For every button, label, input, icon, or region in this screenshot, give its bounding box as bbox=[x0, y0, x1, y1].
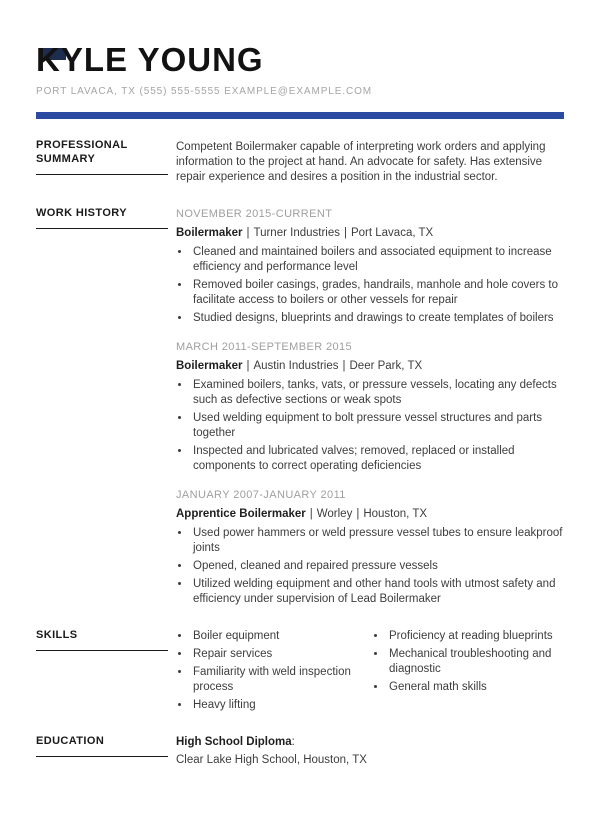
skills-column-2 bbox=[372, 629, 564, 713]
job-bullet: • Opened, cleaned and repaired pressure vessels bbox=[191, 559, 564, 574]
job-dates: MARCH 2011-SEPTEMBER 2015 bbox=[176, 341, 353, 354]
section-label-underline bbox=[36, 139, 168, 175]
skill-item: • General math skills bbox=[387, 680, 564, 695]
accent-divider-bar bbox=[36, 112, 564, 119]
section-work-history bbox=[36, 207, 564, 607]
job-location: Houston, TX bbox=[363, 508, 428, 521]
separator: | bbox=[309, 508, 313, 521]
skill-item: • Familiarity with weld inspection process bbox=[191, 665, 372, 695]
job-company: Austin Industries bbox=[253, 360, 339, 373]
job-bullet-list bbox=[176, 378, 564, 474]
resume-page bbox=[0, 42, 600, 768]
resume-name: KYLE YOUNG bbox=[36, 41, 264, 78]
job-title: Apprentice Boilermaker bbox=[176, 508, 306, 521]
separator: | bbox=[356, 508, 360, 521]
separator: | bbox=[246, 360, 250, 373]
section-label-underline bbox=[36, 207, 168, 229]
colon: : bbox=[291, 736, 295, 749]
job-bullet-list bbox=[176, 245, 564, 326]
resume-sections bbox=[36, 139, 564, 768]
section-label-work-history: WORK HISTORY bbox=[36, 207, 127, 220]
separator: | bbox=[342, 360, 346, 373]
skill-item: • Mechanical troubleshooting and diagnostic bbox=[387, 647, 564, 677]
job-dates: JANUARY 2007-JANUARY 2011 bbox=[176, 489, 346, 502]
job-bullet: • Removed boiler casings, grades, handrails, manhole and hole covers to facilitate access to boilers or other vessels for repair bbox=[191, 278, 564, 308]
job-entry bbox=[176, 207, 564, 326]
education-school: Clear Lake High School, Houston, TX bbox=[176, 754, 367, 767]
skill-item: • Heavy lifting bbox=[191, 698, 372, 713]
job-bullet: • Utilized welding equipment and other hand tools with utmost safety and efficiency under supervision of Lead Boilermaker bbox=[191, 577, 564, 607]
job-bullet: • Inspected and lubricated valves; removed, replaced or installed components to correct operating deficiencies bbox=[191, 444, 564, 474]
job-title: Boilermaker bbox=[176, 360, 243, 373]
job-title-line bbox=[176, 507, 564, 522]
section-skills bbox=[36, 629, 564, 713]
contact-line: PORT LAVACA, TX (555) 555-5555 EXAMPLE@EXAMPLE.COM bbox=[36, 86, 373, 98]
education-degree: High School Diploma bbox=[176, 736, 292, 749]
job-bullet: • Examined boilers, tanks, vats, or pressure vessels, locating any defects such as defective sections or weak spots bbox=[191, 378, 564, 408]
section-label-underline bbox=[36, 735, 168, 757]
skill-item: • Boiler equipment bbox=[191, 629, 372, 644]
section-label-summary: PROFESSIONAL SUMMARY bbox=[36, 139, 128, 166]
summary-text: Competent Boilermaker capable of interpreting work orders and applying information to the project at hand. An advocate for safety. Has extensive repair experience and desires a position in the industrial sector. bbox=[176, 141, 546, 184]
education-degree-line bbox=[176, 735, 564, 750]
separator: | bbox=[343, 227, 347, 240]
skills-columns bbox=[176, 629, 564, 713]
job-company: Worley bbox=[316, 508, 353, 521]
job-company: Turner Industries bbox=[253, 227, 340, 240]
job-dates: NOVEMBER 2015-CURRENT bbox=[176, 208, 333, 221]
job-bullet: • Studied designs, blueprints and drawings to create templates of boilers bbox=[191, 311, 564, 326]
section-label-skills: SKILLS bbox=[36, 629, 78, 642]
job-location: Port Lavaca, TX bbox=[350, 227, 434, 240]
job-title: Boilermaker bbox=[176, 227, 243, 240]
job-entry bbox=[176, 488, 564, 607]
job-bullet: • Used power hammers or weld pressure vessel tubes to ensure leakproof joints bbox=[191, 526, 564, 556]
section-professional-summary bbox=[36, 139, 564, 185]
section-label-education: EDUCATION bbox=[36, 735, 105, 748]
section-label-underline bbox=[36, 629, 168, 651]
skill-item: • Repair services bbox=[191, 647, 372, 662]
section-education bbox=[36, 735, 564, 768]
job-title-line bbox=[176, 359, 564, 374]
separator: | bbox=[246, 227, 250, 240]
job-location: Deer Park, TX bbox=[349, 360, 423, 373]
job-title-line bbox=[176, 226, 564, 241]
skill-item: • Proficiency at reading blueprints bbox=[387, 629, 564, 644]
job-bullet-list bbox=[176, 526, 564, 607]
job-entry bbox=[176, 340, 564, 474]
job-bullet: • Used welding equipment to bolt pressure vessel structures and parts together bbox=[191, 411, 564, 441]
job-bullet: • Cleaned and maintained boilers and associated equipment to increase efficiency and performance level bbox=[191, 245, 564, 275]
skills-column-1 bbox=[176, 629, 372, 713]
